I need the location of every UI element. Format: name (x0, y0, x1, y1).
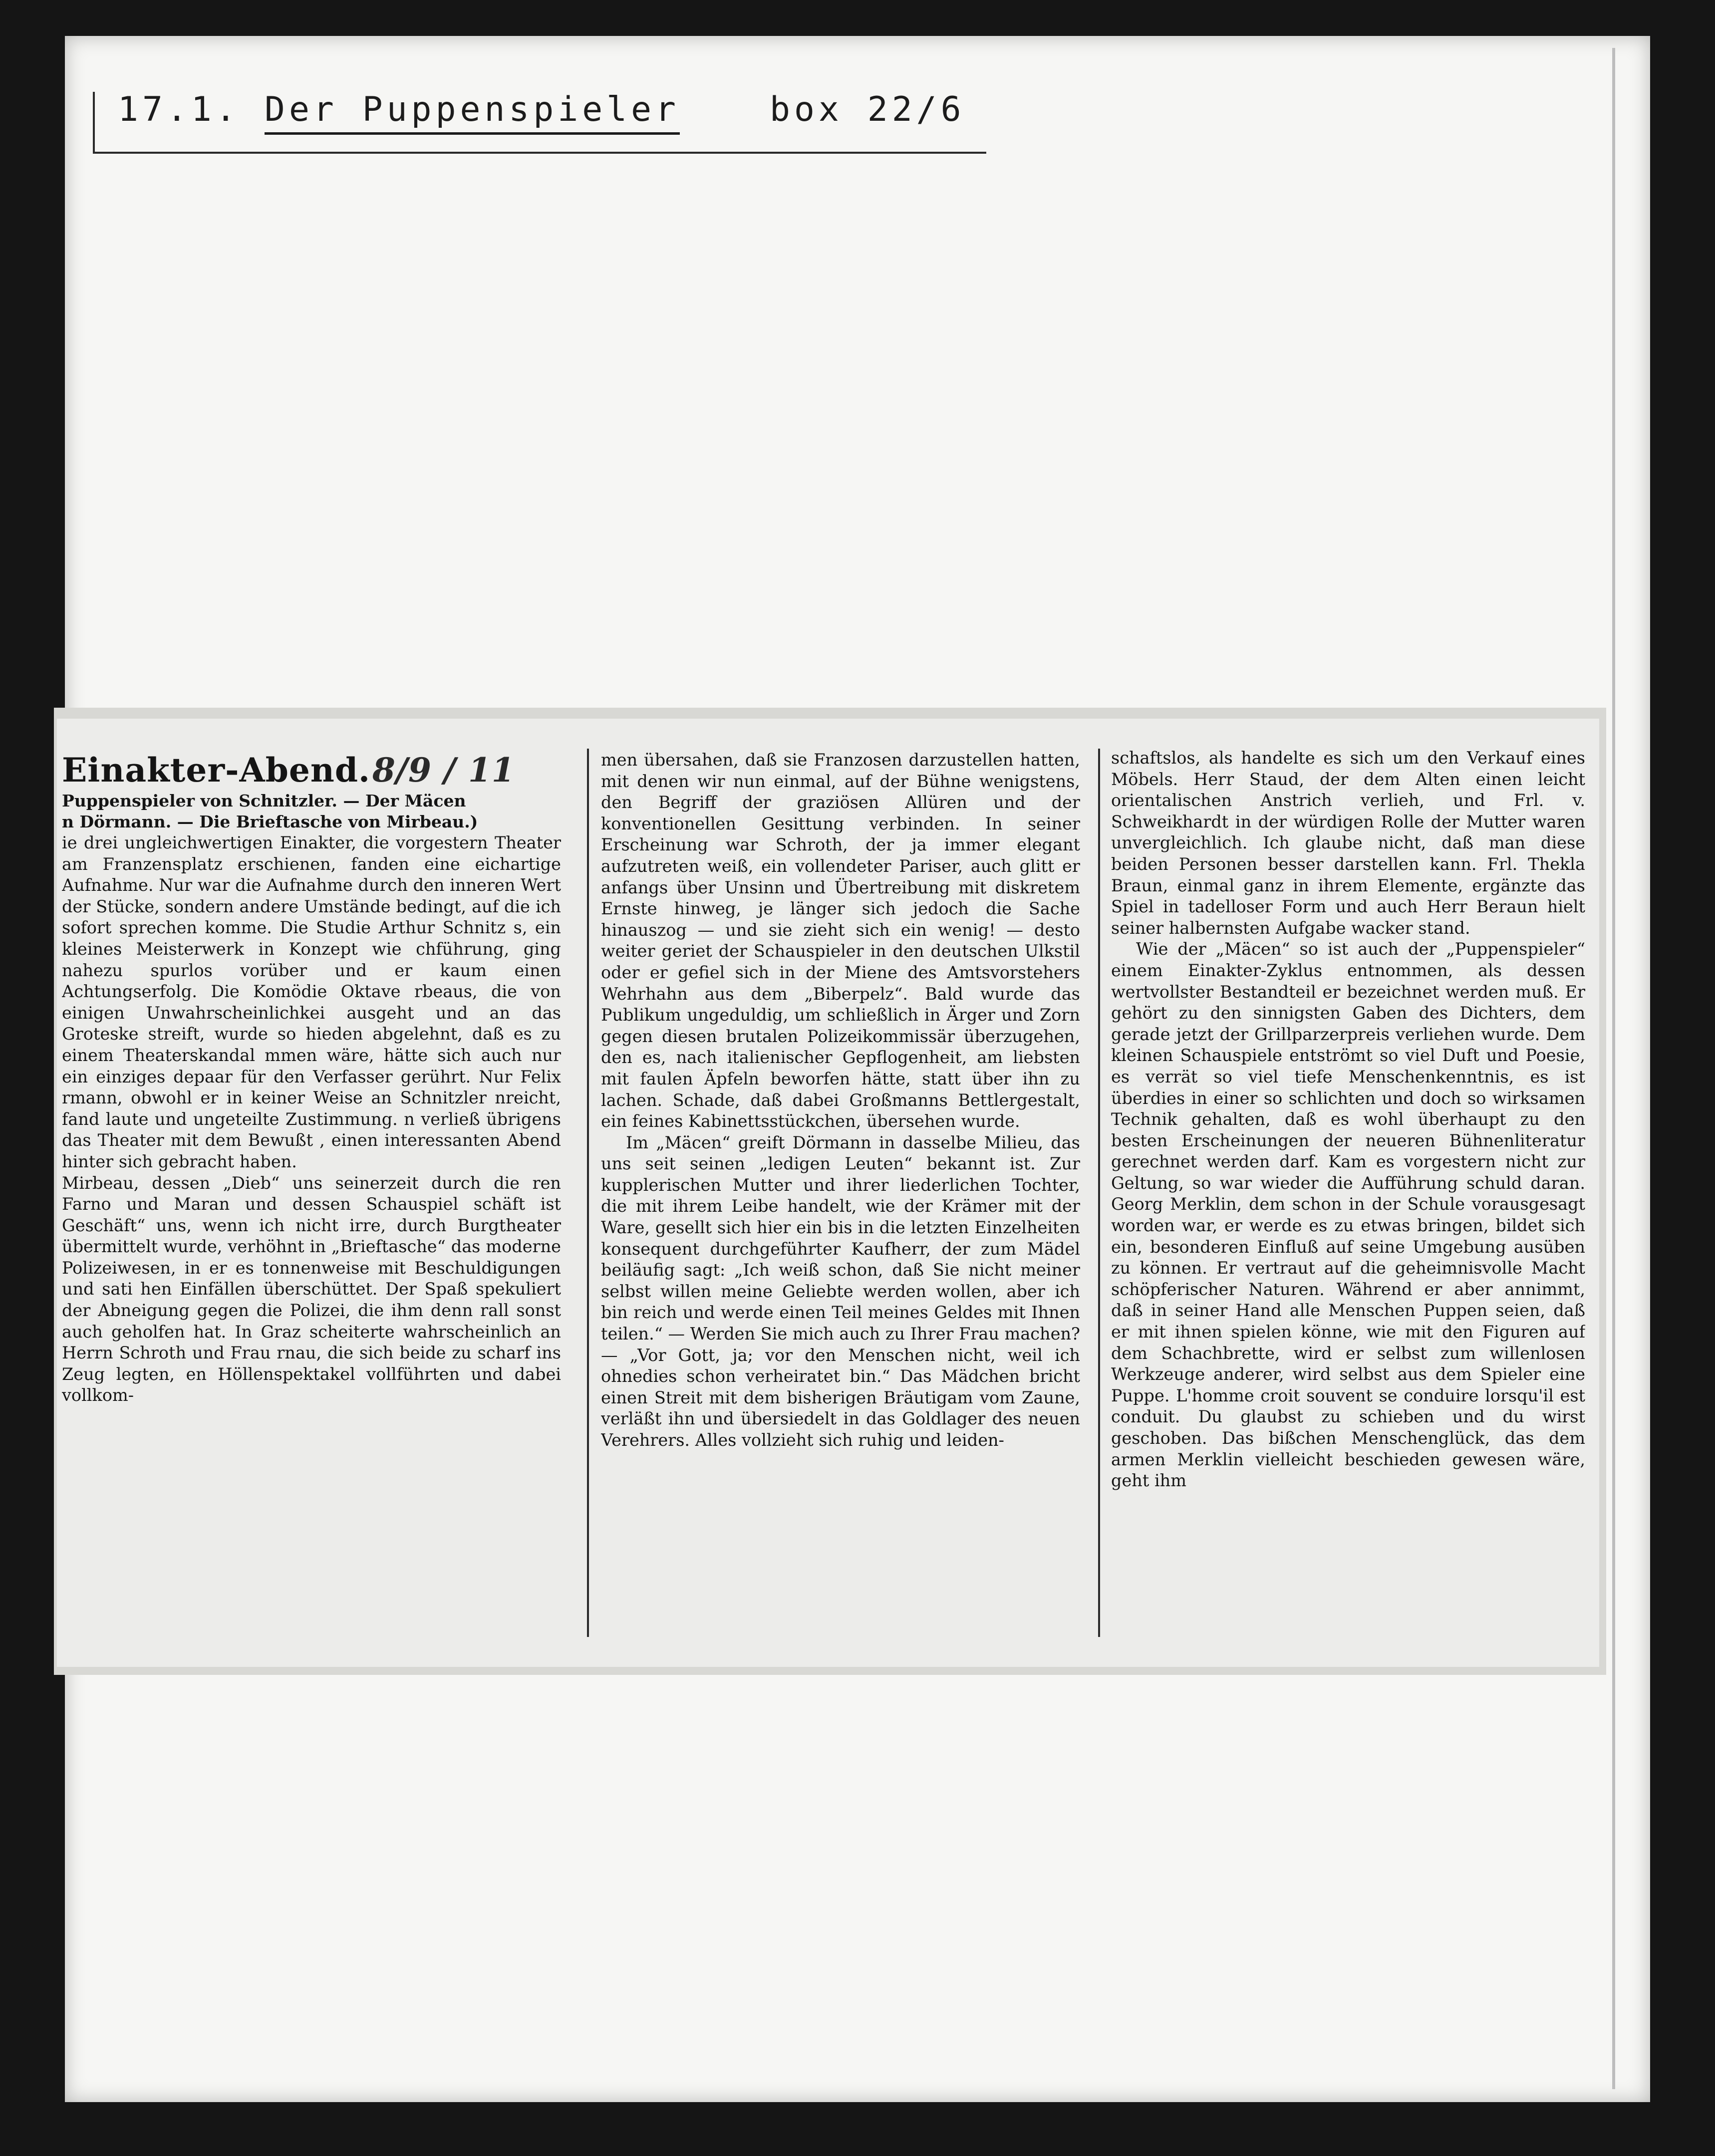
headline (62, 750, 561, 791)
handwritten-note: 8/9 / 11 (372, 751, 515, 790)
header-corner-mark (93, 92, 95, 154)
header-number: 17.1. (118, 90, 240, 129)
header-title: Der Puppenspieler (265, 90, 680, 135)
clipping-column-2 (601, 750, 1080, 1633)
paragraph: schaftslos, als handelte es sich um den Verkauf eines Möbels. Herr Staud, der dem Alten einen leicht orientalischen Anstrich verlieh, und Frl. v. Schweikhardt in der würdigen Rolle der Mutter waren unvergleichlich. Ich glaube nicht, daß man diese beiden Personen besser darstellen kann. Frl. Thekla Braun, einmal ganz in ihrem Elemente, ergänzte das Spiel in tadelloser Form und auch Herr Beraun hielt seiner halbernsten Aufgabe wacker stand. (1111, 748, 1585, 938)
subhead-line-2: n Dörmann. — Die Brieftasche von Mirbeau.) (62, 812, 478, 831)
column-rule-1 (587, 749, 589, 1637)
paragraph: Im „Mäcen“ greift Dörmann in dasselbe Milieu, das uns seit seinen „ledigen Leuten“ bekannt ist. Zur kupplerischen Mutter und ihrer liederlichen Tochter, die mit ihrem Leibe handelt, wie der Krämer mit der Ware, gesellt sich hier ein bis in die letzten Einzelheiten konsequent durchgeführter Kaufherr, der zum Mädel beiläufig sagt: „Ich weiß schon, daß Sie nicht meiner selbst willen meine Geliebte werden wollen, aber ich bin reich und werde einen Teil meines Geldes mit Ihnen teilen.“ — Werden Sie mich auch zu Ihrer Frau machen? — „Vor Gott, ja; vor den Menschen nicht, weil ich ohnedies schon verheiratet bin.“ Das Mädchen bricht einen Streit mit dem bisherigen Bräutigam vom Zaune, verläßt ihn und übersiedelt in das Goldlager des neuen Verehrers. Alles vollzieht sich ruhig und leiden- (601, 1132, 1080, 1450)
clipping-column-1 (62, 750, 561, 1633)
paragraph: Wie der „Mäcen“ so ist auch der „Puppenspieler“ einem Einakter-Zyklus entnommen, als dessen wertvollster Bestandteil er bezeichnet werden muß. Er gehört zu den sinnigsten Gaben des Dichters, dem gerade jetzt der Grillparzerpreis verliehen wurde. Dem kleinen Schauspiele entströmt so viel Duft und Poesie, es verrät so viel tiefe Menschenkenntnis, es ist überdies in einer so schlichten und doch so wirksamen Technik gehalten, daß es wohl überhaupt zu den besten Erscheinungen der neueren Bühnenliteratur gerechnet werden darf. Kam es vorgestern nicht zur Geltung, so war wieder die Aufführung schuld daran. Georg Merklin, dem schon in der Schule vorausgesagt worden war, er werde es zu etwas bringen, bildet sich ein, besonderen Einfluß auf seine Umgebung ausüben zu können. Er vertraut auf die geheimnisvolle Macht schöpferischer Naturen. Während er aber annimmt, daß in seiner Hand alle Menschen Puppen seien, daß er mit ihnen spielen könne, wie mit den Figuren auf dem Schachbrette, wird er selbst zum willenlosen Werkzeuge anderer, wird selbst aus dem Spieler eine Puppe. L'homme croit souvent se conduire lorsqu'il est conduit. Du glaubst zu schieben und du wirst geschoben. Das bißchen Menschenglück, das dem armen Merklin vielleicht beschieden gewesen wäre, geht ihm (1111, 939, 1585, 1491)
paragraph: Mirbeau, dessen „Dieb“ uns seinerzeit durch die ren Farno und Maran und dessen Schauspiel schäft ist Geschäft“ uns, wenn ich nicht irre, durch Burgtheater übermittelt wurde, verhöhnt in „Brieftasche“ das moderne Polizeiwesen, in er es tonnenweise mit Beschuldigungen und sati hen Einfällen überschüttet. Der Spaß spekuliert der Abneigung gegen die Polizei, die ihm denn rall sonst auch geholfen hat. In Graz scheiterte wahrscheinlich an Herrn Schroth und Frau rnau, die sich beide zu scharf ins Zeug legten, en Höllenspektakel vollführten und dabei vollkom- (62, 1173, 561, 1405)
paragraph: ie drei ungleichwertigen Einakter, die vorgestern Theater am Franzensplatz erschienen, fanden eine eichartige Aufnahme. Nur war die Aufnahme durch den inneren Wert der Stücke, sondern andere Umstände bedingt, auf die ich sofort sprechen komme. Die Studie Arthur Schnitz s, ein kleines Meisterwerk in Konzept wie chführung, ging nahezu spurlos vorüber und er kaum einen Achtungserfolg. Die Komödie Oktave rbeaus, die von einigen Unwahrscheinlichkei ausgeht und an das Groteske streift, wurde so hieden abgelehnt, daß es zu einem Theaterskandal mmen wäre, hätte sich auch nur ein einziges depaar für den Verfasser gerührt. Nur Felix rmann, obwohl er in keiner Weise an Schnitzler nreicht, fand laute und ungeteilte Zustimmung. n verließ übrigens das Theater mit dem Bewußt , einen interessanten Abend hinter sich gebracht haben. (62, 833, 561, 1171)
headline-text: Einakter-Abend. (62, 751, 370, 790)
newspaper-clipping (57, 719, 1599, 1667)
header-box: box 22/6 (770, 90, 965, 129)
column-rule-2 (1098, 749, 1100, 1637)
subhead-line-1: Puppenspieler von Schnitzler. — Der Mäcen (62, 791, 466, 810)
paragraph: men übersahen, daß sie Franzosen darzustellen hatten, mit denen wir nun einmal, auf der Bühne wenigstens, den Begriff der graziösen Allüren und der konventionellen Gesittung verbinden. In seiner Erscheinung war Schroth, der ja immer elegant aufzutreten weiß, ein vollendeter Pariser, auch glitt er anfangs über Unsinn und Übertreibung mit diskretem Ernste hinweg, je länger sich jedoch die Sache hinauszog — und sie zieht sich ein wenig! — desto weiter geriet der Schauspieler in den deutschen Ulkstil oder er gefiel sich in der Miene des Amtsvorstehers Wehrhahn aus dem „Biberpelz“. Bald wurde das Publikum ungeduldig, um schließlich in Ärger und Zorn gegen diesen brutalen Polizeikommissär überzugehen, den es, nach italienischer Gepflogenheit, am liebsten mit faulen Äpfeln beworfen hätte, statt über ihn zu lachen. Schade, daß dabei Großmanns Bettlergestalt, ein feines Kabinettsstückchen, übersehen wurde. (601, 750, 1080, 1131)
clipping-column-3 (1111, 748, 1585, 1631)
sheet-edge (1612, 48, 1615, 2089)
header-rule (93, 152, 986, 154)
